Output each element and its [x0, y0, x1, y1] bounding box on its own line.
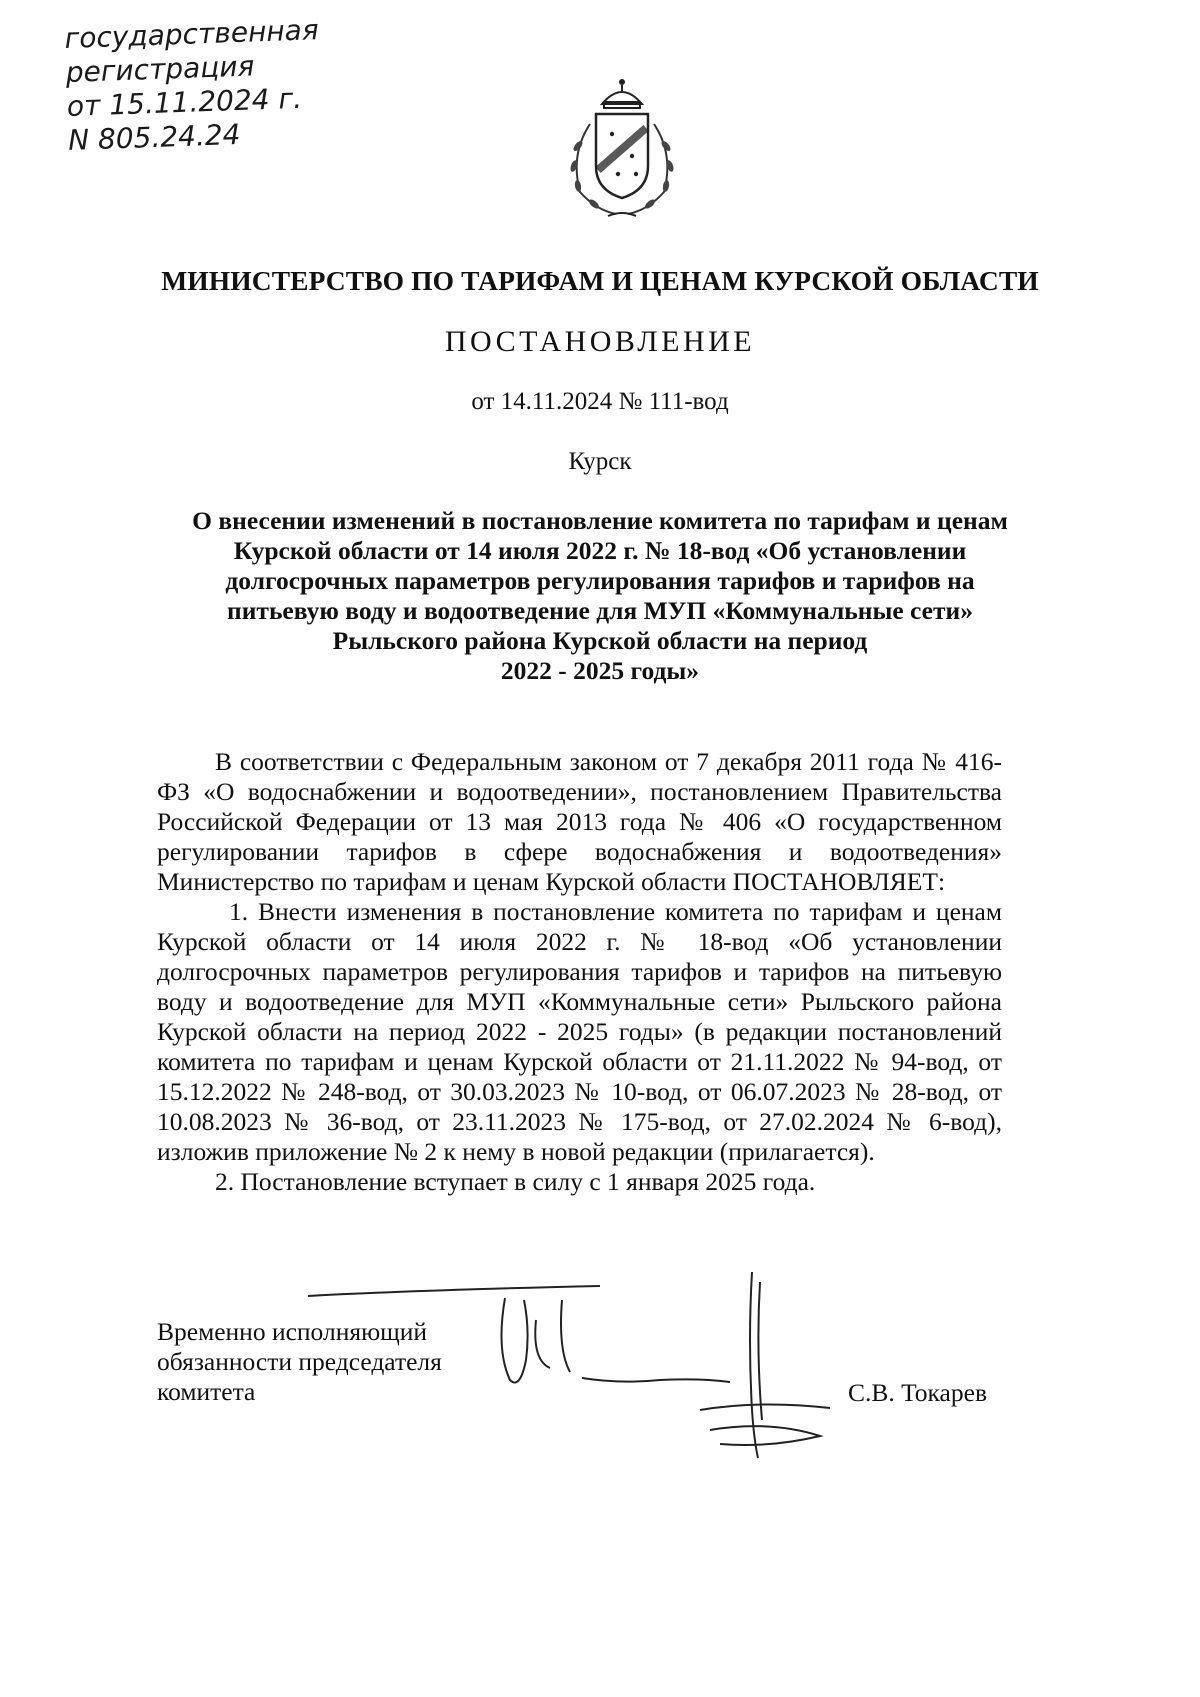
document-body	[157, 747, 1002, 1197]
item-1-paragraph: 1. Внести изменения в постановление комитета по тарифам и ценам Курской области от 14 июля 2022 г. № 18-вод «Об установлении долгосрочных параметров регулирования тарифов и тарифов на питьевую воду и водоотведение для МУП «Коммунальные сети» Рыльского района Курской области на период 2022 - 2025 годы» (в редакции постановлений комитета по тарифам и ценам Курской области от 21.11.2022 № 94-вод, от 15.12.2022 № 248-вод, от 30.03.2023 № 10-вод, от 06.07.2023 № 28-вод, от 10.08.2023 № 36-вод, от 23.11.2023 № 175-вод, от 27.02.2024 № 6-вод), изложив приложение № 2 к нему в новой редакции (прилагается).	[157, 897, 1002, 1166]
title-line: 2022 - 2025 годы»	[500, 656, 700, 685]
position-line: комитета	[157, 1377, 256, 1406]
signatory-position	[157, 1317, 442, 1407]
document-type: ПОСТАНОВЛЕНИЕ	[444, 325, 756, 358]
handnote-line: от 15.11.2024 г.	[66, 81, 303, 123]
title-line: Курской области от 14 июля 2022 г. № 18-вод «Об установлении	[233, 536, 967, 565]
handnote-line: N 805.24.24	[67, 117, 241, 157]
handnote-line: государственная	[64, 13, 320, 55]
handnote-line: регистрация	[65, 49, 255, 89]
city: Курск	[568, 448, 632, 475]
document-number: от 14.11.2024 № 111-вод	[471, 388, 729, 415]
handwritten-registration-note	[64, 13, 323, 158]
document-title	[160, 506, 1040, 686]
item-2-paragraph: 2. Постановление вступает в силу с 1 января 2025 года.	[215, 1167, 816, 1196]
title-line: О внесении изменений в постановление комитета по тарифам и ценам	[192, 506, 1008, 535]
title-line: долгосрочных параметров регулирования тарифов и тарифов на	[225, 566, 975, 595]
position-line: Временно исполняющий	[157, 1317, 428, 1346]
ministry-name: МИНИСТЕРСТВО ПО ТАРИФАМ И ЦЕНАМ КУРСКОЙ ОБЛАСТИ	[161, 265, 1039, 296]
signatory-name: С.В. Токарев	[848, 1378, 987, 1407]
position-line: обязанности председателя	[157, 1347, 442, 1376]
title-line: Рыльского района Курской области на период	[332, 626, 868, 655]
preamble-paragraph: В соответствии с Федеральным законом от 7 декабря 2011 года № 416-ФЗ «О водоснабжении и водоотведении», постановлением Правительства Российской Федерации от 13 мая 2013 года № 406 «О государственном регулировании тарифов в сфере водоснабжения и водоотведения» Министерство по тарифам и ценам Курской области ПОСТАНОВЛЯЕТ:	[157, 747, 1002, 896]
title-line: питьевую воду и водоотведение для МУП «Коммунальные сети»	[227, 596, 973, 625]
kursk-coat-of-arms-icon	[556, 74, 688, 224]
